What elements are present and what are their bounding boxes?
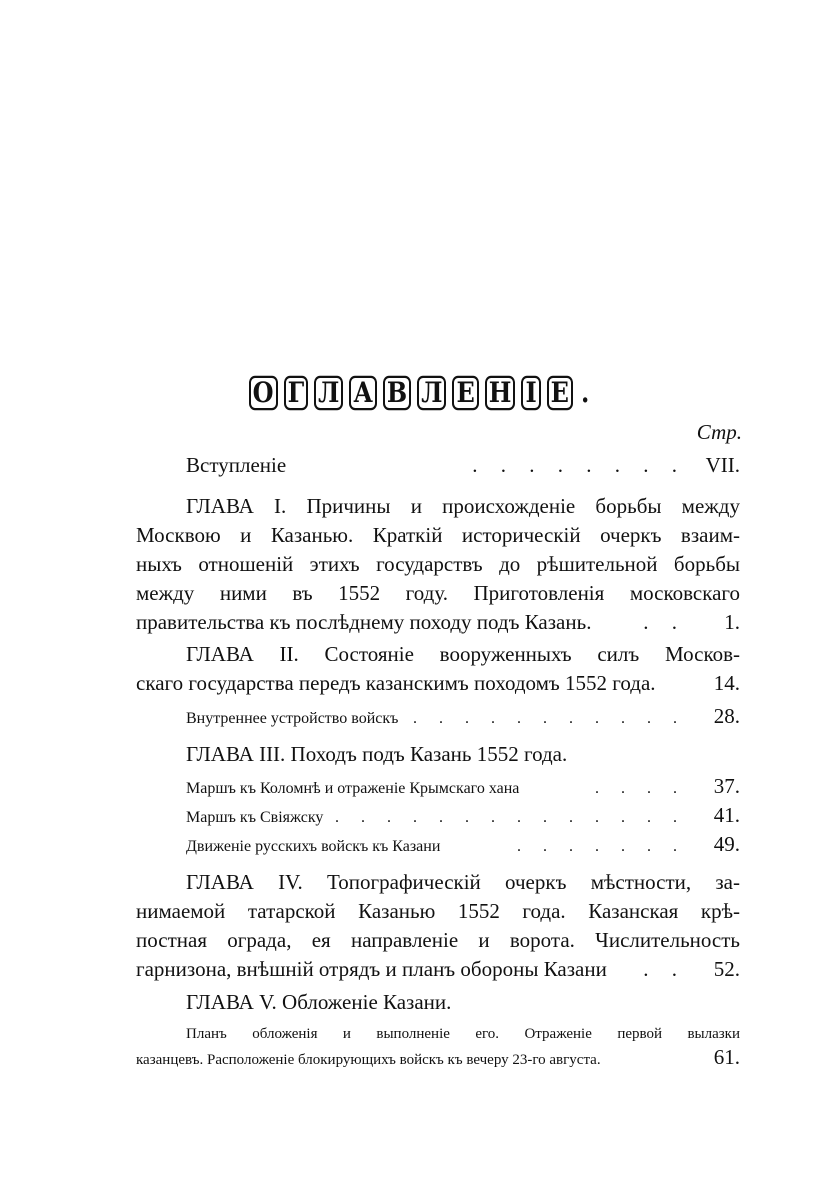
subentry-title: Маршъ къ Свіяжску [186,809,324,826]
entry-page: 49. [713,832,740,856]
heading-letter: Е [452,376,478,411]
chapter-title: ГЛАВА V. Обложеніе Казани. [186,990,452,1014]
entry-page: 37. [713,774,740,798]
entry-leader: . . . . . . . . [472,453,686,477]
entry-leader: . . [643,957,686,981]
subentry-title: Движеніе русскихъ войскъ къ Казани [186,838,441,855]
entry-leader: . . [643,610,686,634]
entry-leader: . . . . . . . [517,838,686,855]
chapter-line: нимаемой татарской Казанью 1552 года. Казанская крѣ- [136,899,740,923]
entry-page: 52. [713,957,740,981]
toc-entry [136,955,740,984]
toc-chapter-1 [136,492,740,637]
toc-entry [136,451,740,480]
toc-entry [136,1046,740,1069]
entry-leader: . . . . . . . . . . . . . . [335,809,686,826]
heading-letter: Л [417,376,446,411]
toc-chapter-4 [136,868,740,984]
toc-chapter-3 [136,740,740,859]
chapter-line: правительства къ послѣднему походу подъ Казань. [136,610,592,634]
toc-chapter-5 [136,988,740,1069]
entry-page: 1. [724,610,740,634]
summary-line: казанцевъ. Расположеніе блокирующихъ войскъ къ вечеру 23-го августа. [136,1052,601,1068]
chapter-line: ныхъ отношеній этихъ государствъ до рѣшительной борьбы [136,552,740,576]
contents-heading [0,376,840,411]
chapter-subentries [136,702,740,731]
subentry-title: Маршъ къ Коломнѣ и отраженіе Крымскаго хана [186,780,520,797]
chapter-line: Москвою и Казанью. Краткій историческій очеркъ взаим- [136,523,740,547]
chapter-line: гарнизона, внѣшній отрядъ и планъ обороны Казани [136,957,607,981]
toc-intro [136,451,740,480]
chapter-line: ГЛАВА I. Причины и происхожденіе борьбы между [186,494,740,518]
chapter-subentries [136,772,740,859]
chapter-line: между ними въ 1552 году. Приготовленія московскаго [136,581,740,605]
toc-subentry [136,830,740,859]
heading-letter: О [249,376,278,411]
toc-entry [136,608,740,637]
heading-letter: Е [547,376,573,411]
heading-letter: В [383,376,411,411]
toc-subentry [136,772,740,801]
toc-subentry [136,801,740,830]
entry-leader: . . . . [595,780,686,797]
subentry-title: Внутреннее устройство войскъ [186,710,399,727]
heading-letter: Л [314,376,343,411]
chapter-line: скаго государства передъ казанскимъ походомъ 1552 года. [136,671,656,695]
toc-chapter-2 [136,640,740,731]
heading-letter: . [580,375,590,410]
summary-line: Планъ обложенія и выполненіе его. Отраженіе первой вылазки [186,1026,740,1042]
heading-letter: Н [485,376,516,411]
entry-page: VII. [705,453,740,477]
entry-leader: . . . . . . . . . . . [413,710,686,727]
entry-title: Вступленіе [186,453,287,477]
chapter-line: постная ограда, ея направленіе и ворота. Числительность [136,928,740,952]
heading-text [244,376,597,411]
entry-page: 41. [713,803,740,827]
chapter-summary [136,1023,740,1069]
chapter-line: ГЛАВА II. Состояніе вооруженныхъ силъ Москов- [186,642,740,666]
entry-page: 14. [713,671,740,695]
entry-page: 61. [713,1045,740,1069]
toc-entry [136,669,740,698]
entry-page: 28. [713,704,740,728]
page-column-label: Стр. [696,420,742,444]
heading-letter: Г [284,376,309,411]
chapter-line: ГЛАВА IV. Топографическій очеркъ мѣстности, за- [186,870,740,894]
heading-letter: І [521,376,540,411]
heading-letter: А [349,376,377,411]
toc-subentry [136,702,740,731]
chapter-title: ГЛАВА III. Походъ подъ Казань 1552 года. [186,742,568,766]
